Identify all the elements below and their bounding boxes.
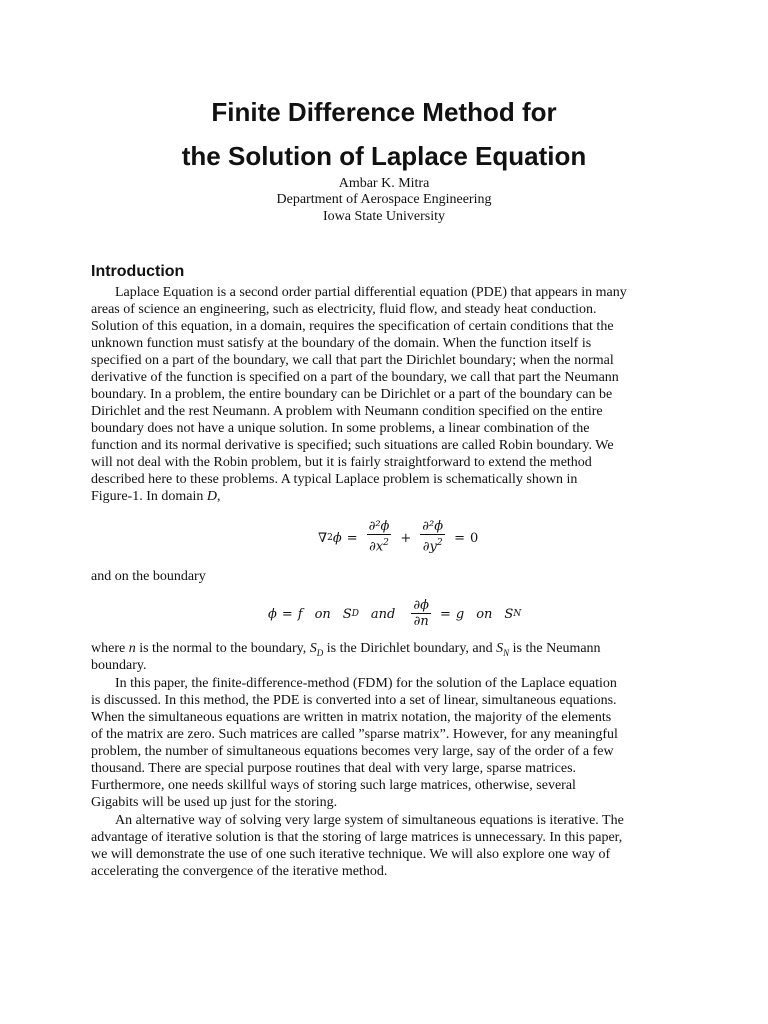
equals-sign: = [346, 530, 358, 546]
paragraph-line: advantage of iterative solution is that the storing of large matrices is unnecessary. In this paper, [91, 830, 623, 845]
paragraph-line: will not deal with the Robin problem, but it is fairly straightforward to extend the method [91, 455, 592, 470]
on-word: on [476, 606, 493, 622]
den-base: ∂y [422, 539, 437, 555]
s-variable: S [504, 606, 514, 622]
fraction-dphi-dn [411, 599, 431, 630]
paragraph-line: Solution of this equation, in a domain, requires the specification of certain conditions that the [91, 319, 614, 334]
paragraph-line: Laplace Equation is a second order partial differential equation (PDE) that appears in many [115, 285, 627, 300]
text-run: is the Neumann [509, 641, 601, 656]
and-word: and [370, 606, 396, 622]
paragraph-line: boundary does not have a unique solution. In some problems, a linear combination of the [91, 421, 590, 436]
laplace-equation [318, 518, 478, 558]
s-variable: S [309, 641, 317, 656]
on-word: on [314, 606, 331, 622]
paragraph-line: function and its normal derivative is specified; such situations are called Robin boundary. We [91, 438, 614, 453]
paragraph-line [91, 488, 691, 505]
subscript: N [513, 609, 522, 619]
paragraph-line: Gigabits will be used up just for the storing. [91, 795, 338, 810]
fraction-denominator [421, 535, 445, 555]
g-variable: g [455, 606, 465, 622]
author-department: Department of Aerospace Engineering [276, 192, 492, 207]
paragraph-line: is discussed. In this method, the PDE is converted into a set of linear, simultaneous equations. [91, 693, 617, 708]
author-name: Ambar K. Mitra [338, 176, 430, 191]
text-run: is the Dirichlet boundary, and [323, 641, 497, 656]
paragraph-line: specified on a part of the boundary, we call that part the Dirichlet boundary; when the normal [91, 353, 614, 368]
paragraph-line: and on the boundary [91, 569, 206, 584]
intro-paragraph-3 [91, 640, 691, 674]
text-run: where [91, 641, 129, 656]
exponent: 2 [327, 533, 333, 543]
s-variable: S [496, 641, 504, 656]
text-run: is the normal to the boundary, [135, 641, 310, 656]
equals-sign: = [439, 606, 451, 622]
paragraph-line: derivative of the function is specified on a part of the boundary, we call that part the Neumann [91, 370, 619, 385]
fraction-d2phi-dy2 [420, 520, 445, 555]
equals-sign: = [281, 606, 293, 622]
f-variable: f [297, 606, 303, 622]
exponent: 2 [383, 538, 389, 549]
paragraph-line: In this paper, the finite-difference-method (FDM) for the solution of the Laplace equation [115, 676, 617, 691]
paragraph-line: described here to these problems. A typical Laplace problem is schematically shown in [91, 472, 578, 487]
paragraph-line [91, 640, 691, 657]
paragraph-line: problem, the number of simultaneous equations becomes very large, say of the order of a few [91, 744, 614, 759]
text-run: Figure-1. In domain [91, 489, 207, 504]
subscript: D [316, 647, 324, 658]
nabla-symbol: ∇ [318, 530, 328, 546]
subscript: D [351, 609, 359, 619]
paragraph-line: accelerating the convergence of the iterative method. [91, 864, 388, 879]
intro-paragraph-4 [91, 675, 691, 811]
fraction-numerator: ∂²ϕ [368, 519, 390, 535]
fraction-denominator: ∂n [413, 613, 429, 629]
exponent: 2 [436, 538, 443, 549]
paragraph-line: Furthermore, one needs skillful ways of storing such large matrices, otherwise, several [91, 778, 576, 793]
paragraph-line: thousand. There are special purpose routines that deal with very large, sparse matrices. [91, 761, 577, 776]
fraction-denominator [367, 535, 391, 555]
paragraph-line: we will demonstrate the use of one such iterative technique. We will also explore one way of [91, 847, 611, 862]
intro-paragraph-5 [91, 812, 691, 880]
n-variable: n [128, 641, 136, 656]
fraction-numerator: ∂ϕ [413, 597, 429, 613]
subscript: N [503, 647, 510, 658]
paragraph-line: An alternative way of solving very large system of simultaneous equations is iterative. The [115, 813, 624, 828]
paper-title-line-1: Finite Difference Method for [211, 97, 557, 127]
plus-sign: + [400, 530, 412, 546]
boundary-condition-equation [268, 596, 521, 632]
section-heading-introduction: Introduction [91, 263, 185, 280]
paragraph-line: boundary. In a problem, the entire boundary can be Dirichlet or a part of the boundary can be [91, 387, 613, 402]
paragraph-line: unknown function must satisfy at the boundary of the domain. When the function itself is [91, 336, 592, 351]
paragraph-line: boundary. [91, 658, 147, 673]
intro-paragraph-1 [91, 284, 691, 505]
equals-sign: = [454, 530, 465, 546]
phi-variable: ϕ [268, 606, 277, 622]
fraction-numerator: ∂²ϕ [422, 519, 444, 535]
paragraph-line: areas of science an engineering, such as electricity, fluid flow, and steady heat conduction. [91, 302, 597, 317]
paragraph-line: Dirichlet and the rest Neumann. A problem with Neumann condition specified on the entire [91, 404, 603, 419]
paragraph-line: When the simultaneous equations are written in matrix notation, the majority of the elements [91, 710, 612, 725]
paper-title-line-2: the Solution of Laplace Equation [181, 141, 587, 171]
s-variable: S [342, 606, 352, 622]
domain-variable: D [206, 489, 217, 504]
fraction-d2phi-dx2 [367, 520, 392, 555]
intro-paragraph-2 [91, 568, 691, 585]
author-university: Iowa State University [322, 209, 446, 224]
phi-variable: ϕ [332, 530, 342, 546]
paragraph-line: of the matrix are zero. Such matrices are called ”sparse matrix”. However, for any meaningful [91, 727, 618, 742]
zero-rhs: 0 [470, 530, 479, 546]
den-base: ∂x [369, 539, 384, 555]
text-run: , [217, 489, 221, 504]
